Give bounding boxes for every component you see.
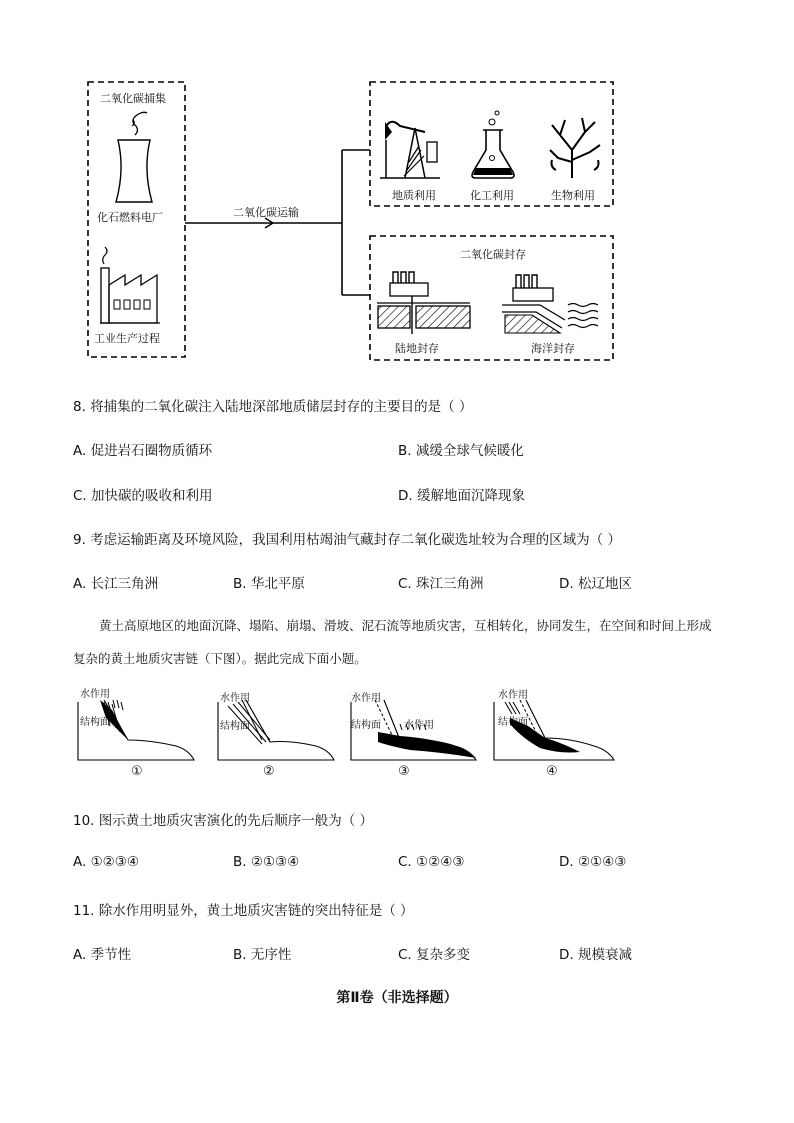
cooling-tower-icon	[116, 112, 152, 202]
panel-1-struct-label: 结构面	[80, 717, 110, 728]
panel-3-struct-label: 结构面	[351, 720, 381, 731]
panel-3-water-label-2: 水作用	[404, 720, 434, 731]
panel-2-number: ②	[263, 764, 275, 779]
use-bio-label: 生物利用	[551, 189, 595, 202]
q8-option-d[interactable]: D. 缓解地面沉降现象	[398, 488, 525, 504]
flask-icon	[472, 111, 514, 178]
panel-3-number: ③	[398, 764, 410, 779]
ccs-diagram	[0, 0, 794, 370]
q11-option-c[interactable]: C. 复杂多变	[398, 947, 471, 963]
question-8-stem: 8. 将捕集的二氧化碳注入陆地深部地质储层封存的主要目的是（ ）	[73, 399, 473, 415]
q11-option-d[interactable]: D. 规模衰减	[559, 947, 632, 963]
q8-option-c[interactable]: C. 加快碳的吸收和利用	[73, 488, 213, 504]
q9-option-a[interactable]: A. 长江三角洲	[73, 576, 159, 592]
panel-1-water-label: 水作用	[80, 689, 110, 700]
section-heading: 第Ⅱ卷（非选择题）	[336, 990, 458, 1006]
panel-4	[494, 700, 614, 760]
q11-option-a[interactable]: A. 季节性	[73, 947, 132, 963]
ocean-storage-icon	[502, 275, 598, 333]
oil-pump-icon	[380, 122, 440, 178]
land-storage-label: 陆地封存	[395, 342, 439, 355]
panel-4-struct-label: 结构面	[498, 717, 528, 728]
ocean-storage-label: 海洋封存	[531, 342, 575, 355]
power-plant-label: 化石燃料电厂	[97, 211, 163, 224]
coral-icon	[550, 118, 600, 178]
factory-icon	[100, 247, 160, 323]
q9-option-c[interactable]: C. 珠江三角洲	[398, 576, 484, 592]
transport-label: 二氧化碳运输	[233, 206, 299, 219]
q10-option-b[interactable]: B. ②①③④	[233, 854, 300, 870]
panel-3-water-label: 水作用	[351, 693, 381, 704]
panel-1	[78, 700, 194, 760]
capture-title: 二氧化碳捕集	[100, 92, 166, 105]
industry-label: 工业生产过程	[94, 332, 160, 345]
panel-4-water-label: 水作用	[498, 690, 528, 701]
panel-1-number: ①	[131, 764, 143, 779]
panel-2-water-label: 水作用	[220, 693, 250, 704]
q8-option-a[interactable]: A. 促进岩石圈物质循环	[73, 443, 213, 459]
intro-paragraph: 黄土高原地区的地面沉降、塌陷、崩塌、滑坡、泥石流等地质灾害，互相转化，协同发生，在空间和时间上形成复杂的黄土地质灾害链（下图）。据此完成下面小题。	[73, 618, 712, 666]
q8-option-b[interactable]: B. 减缓全球气候暖化	[398, 443, 524, 459]
hazard-chain-figure	[0, 680, 794, 785]
land-storage-icon	[377, 272, 470, 334]
q11-option-b[interactable]: B. 无序性	[233, 947, 292, 963]
storage-title: 二氧化碳封存	[460, 248, 526, 261]
question-11-stem: 11. 除水作用明显外，黄土地质灾害链的突出特征是（ ）	[73, 903, 414, 919]
use-chem-label: 化工利用	[470, 189, 514, 202]
q10-option-a[interactable]: A. ①②③④	[73, 854, 139, 870]
q9-option-d[interactable]: D. 松辽地区	[559, 576, 632, 592]
question-9-stem: 9. 考虑运输距离及环境风险，我国利用枯竭油气藏封存二氧化碳选址较为合理的区域为（ ）	[73, 532, 621, 548]
q10-option-c[interactable]: C. ①②④③	[398, 854, 465, 870]
q9-option-b[interactable]: B. 华北平原	[233, 576, 305, 592]
q10-option-d[interactable]: D. ②①④③	[559, 854, 627, 870]
panel-4-number: ④	[546, 764, 558, 779]
question-10-stem: 10. 图示黄土地质灾害演化的先后顺序一般为（ ）	[73, 813, 374, 829]
panel-2-struct-label: 结构面	[220, 721, 250, 732]
use-geo-label: 地质利用	[392, 189, 436, 202]
